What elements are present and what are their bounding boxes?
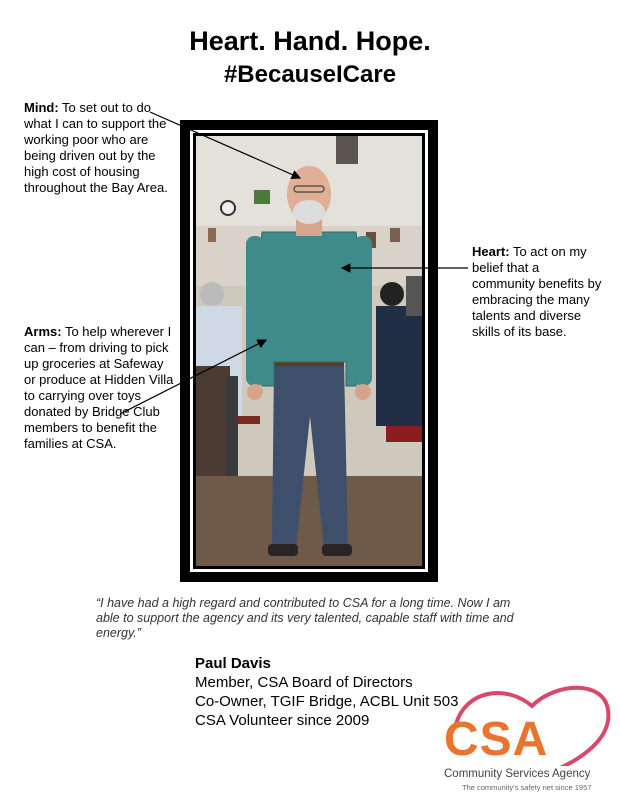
mind-text: To set out to do what I can to support the working poor who are being driven out by the high cost of housing throughout the Bay Area. bbox=[24, 100, 168, 195]
testimonial-quote: “I have had a high regard and contributed to CSA for a long time. Now I am able to support the agency and its very talented, capable staff with time and energy.” bbox=[96, 596, 514, 640]
csa-logo bbox=[436, 676, 614, 796]
heart-label: Heart: bbox=[472, 244, 510, 259]
page-title: Heart. Hand. Hope. bbox=[189, 26, 431, 56]
signature-block bbox=[195, 654, 458, 730]
signature-name: Paul Davis bbox=[195, 655, 271, 672]
signature-line-1: Member, CSA Board of Directors bbox=[195, 674, 413, 691]
logo-tagline: The community's safety net since 1957 bbox=[462, 783, 592, 792]
heart-text: To act on my belief that a community benefits by embracing the many talents and diverse skills of its base. bbox=[472, 244, 602, 339]
mind-arrow bbox=[150, 112, 300, 178]
signature-line-2: Co-Owner, TGIF Bridge, ACBL Unit 503 bbox=[195, 693, 459, 710]
signature-line-3: CSA Volunteer since 2009 bbox=[195, 712, 370, 729]
logo-letters: CSA bbox=[444, 713, 549, 766]
mind-label: Mind: bbox=[24, 100, 59, 115]
hashtag: #BecauseICare bbox=[223, 61, 397, 88]
logo-agency-name: Community Services Agency bbox=[444, 768, 591, 780]
arms-text: To help wherever I can – from driving to pick up groceries at Safeway or produce at Hidden Villa to carrying over toys donated by Bridge Club members to benefit the families at CSA. bbox=[24, 324, 174, 451]
arms-arrow bbox=[120, 340, 266, 414]
arms-label: Arms: bbox=[24, 324, 62, 339]
